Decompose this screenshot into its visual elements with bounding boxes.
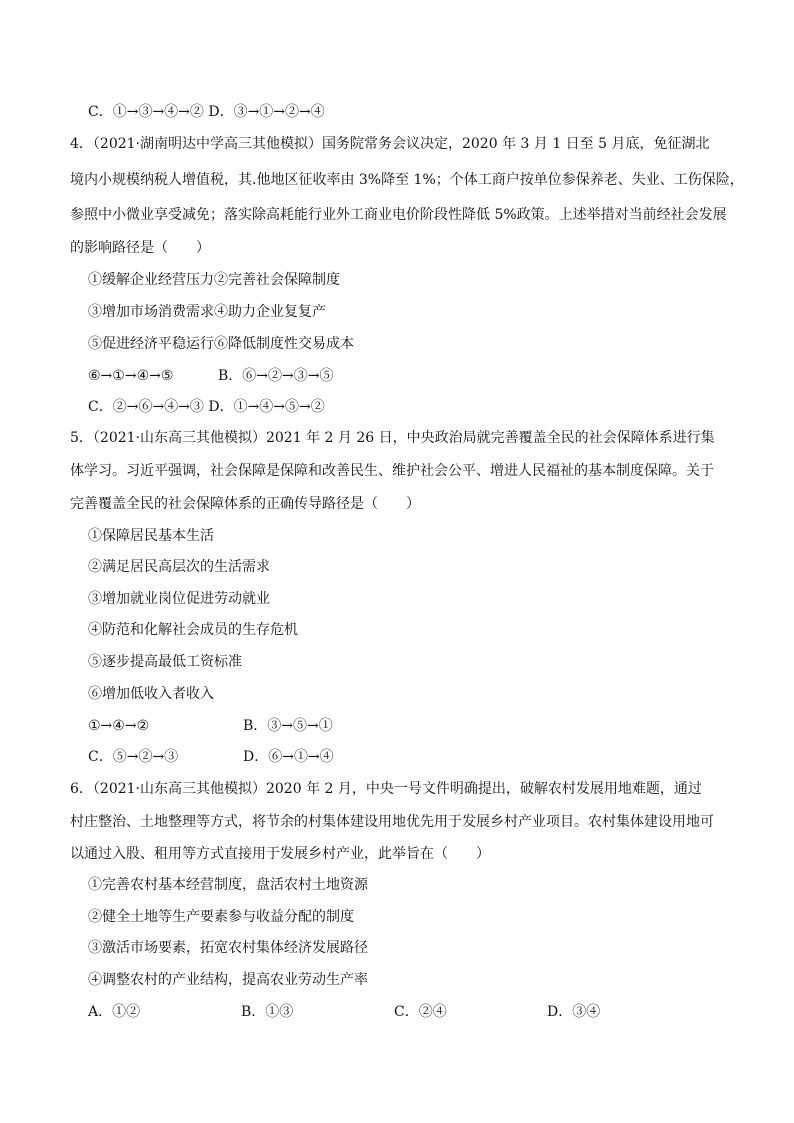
q6-option-d: D．③④ (547, 1004, 601, 1020)
q4-item-line-1: ①缓解企业经营压力②完善社会保障制度 (88, 272, 340, 288)
q3-options-line: C．①→③→④→② D．③→①→②→④ (88, 104, 325, 120)
q4-option-a: ⑥→①→④→⑤ (88, 368, 174, 384)
q4-options-row-2: C．②→⑥→④→③ D．①→④→⑤→② (88, 399, 325, 415)
q5-stem-line-3: 完善覆盖全民的社会保障体系的正确传导路径是（ ） (70, 496, 420, 512)
q4-stem-line-2: 境内小规模纳税人增值税，其.他地区征收率由 3%降至 1%；个体工商户按单位参保养老、失业、工伤保险， (70, 172, 744, 188)
q6-item-line-1: ①完善农村基本经营制度，盘活农村土地资源 (88, 877, 368, 893)
q6-item-line-2: ②健全土地等生产要素参与收益分配的制度 (88, 909, 354, 925)
q6-item-line-3: ③激活市场要素，拓宽农村集体经济发展路径 (88, 940, 368, 956)
q5-stem-line-2: 体学习。习近平强调，社会保障是保障和改善民生、维护社会公平、增进人民福祉的基本制度保障。关于 (70, 463, 714, 479)
q6-option-a: A．①② (88, 1004, 141, 1020)
q5-option-d: D．⑥→①→④ (243, 749, 334, 765)
q4-item-line-3: ⑤促进经济平稳运行⑥降低制度性交易成本 (88, 336, 354, 352)
q5-item-line-5: ⑤逐步提高最低工资标准 (88, 654, 242, 670)
q6-stem-line-1: 6．（2021·山东高三其他模拟）2020 年 2 月，中央一号文件明确提出，破解农村发展用地难题，通过 (70, 781, 702, 797)
q6-stem-line-2: 村庄整治、土地整理等方式，将节余的村集体建设用地优先用于发展乡村产业项目。农村集体建设用地可 (70, 814, 714, 830)
q5-item-line-2: ②满足居民高层次的生活需求 (88, 559, 270, 575)
q5-options-row-1 (88, 716, 748, 736)
q5-item-line-4: ④防范和化解社会成员的生存危机 (88, 622, 298, 638)
q5-options-row-2 (88, 747, 748, 767)
q4-stem-line-1: 4．（2021·湖南明达中学高三其他模拟）国务院常务会议决定，2020 年 3 月 1 日至 5 月底，免征湖北 (70, 136, 710, 152)
q5-item-line-1: ①保障居民基本生活 (88, 528, 214, 544)
q5-option-b: B．③→⑤→① (243, 718, 333, 734)
q5-option-c: C．⑤→②→③ (88, 749, 179, 765)
q6-options-row (88, 1002, 748, 1022)
q4-stem-line-4: 的影响路径是（ ） (70, 240, 210, 256)
q4-stem-line-3: 参照中小微业享受减免；落实除高耗能行业外工商业电价阶段性降低 5%政策。上述举措对当前经社会发展 (70, 207, 727, 223)
q4-option-b: B．⑥→②→③→⑤ (218, 368, 334, 384)
q4-item-line-2: ③增加市场消费需求④助力企业复复产 (88, 304, 326, 320)
q5-option-a: ①→④→② (88, 718, 150, 734)
q6-item-line-4: ④调整农村的产业结构，提高农业劳动生产率 (88, 972, 368, 988)
q4-options-row-1 (88, 366, 748, 386)
q5-stem-line-1: 5．（2021·山东高三其他模拟）2021 年 2 月 26 日，中央政治局就完善覆盖全民的社会保障体系进行集 (70, 430, 715, 446)
q5-item-line-3: ③增加就业岗位促进劳动就业 (88, 591, 270, 607)
q6-option-b: B．①③ (241, 1004, 294, 1020)
q6-option-c: C．②④ (394, 1004, 447, 1020)
q5-item-line-6: ⑥增加低收入者收入 (88, 686, 214, 702)
q6-stem-line-3: 以通过入股、租用等方式直接用于发展乡村产业，此举旨在（ ） (70, 846, 490, 862)
